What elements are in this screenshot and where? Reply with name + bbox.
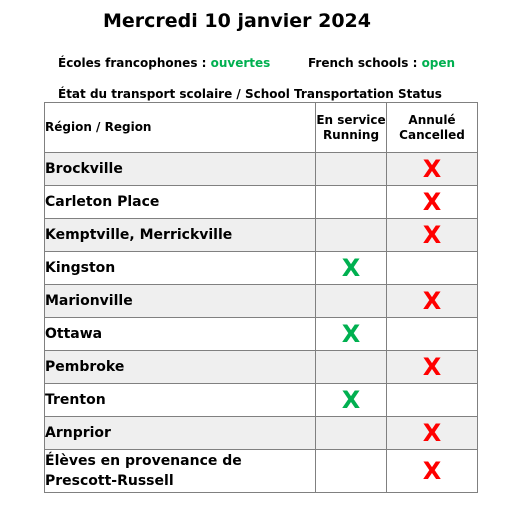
cancelled-mark-icon: X xyxy=(422,221,442,249)
table-body xyxy=(45,153,478,493)
table-row-carleton-place xyxy=(45,186,478,219)
running-cell xyxy=(316,417,387,450)
running-cell xyxy=(316,186,387,219)
column-header-running-en: Running xyxy=(322,127,380,142)
cancelled-cell xyxy=(387,384,478,417)
school-status-en-value: open xyxy=(421,56,456,70)
running-mark-icon: X xyxy=(341,254,361,282)
column-header-cancelled xyxy=(387,103,478,153)
cancelled-cell xyxy=(387,351,478,384)
cancelled-cell xyxy=(387,417,478,450)
table-row-arnprior xyxy=(45,417,478,450)
cancelled-cell xyxy=(387,285,478,318)
running-cell xyxy=(316,252,387,285)
cancelled-cell xyxy=(387,252,478,285)
running-cell xyxy=(316,153,387,186)
column-header-cancelled-fr: Annulé xyxy=(408,112,456,127)
region-cell xyxy=(45,285,316,318)
cancelled-cell xyxy=(387,186,478,219)
region-cell xyxy=(45,219,316,252)
region-name: Kingston xyxy=(45,260,116,276)
running-cell xyxy=(316,219,387,252)
table-row-eleves-en-provenance-de-prescott-russell xyxy=(45,450,478,493)
cancelled-cell xyxy=(387,153,478,186)
column-header-running-fr: En service xyxy=(316,112,386,127)
running-cell xyxy=(316,318,387,351)
running-cell xyxy=(316,285,387,318)
school-status-fr xyxy=(58,56,270,70)
cancelled-mark-icon: X xyxy=(422,287,442,315)
table-header-row xyxy=(45,103,478,153)
region-cell xyxy=(45,318,316,351)
region-cell xyxy=(45,252,316,285)
school-status-en xyxy=(308,56,455,70)
running-cell xyxy=(316,450,387,493)
region-name-line1: Élèves en provenance de xyxy=(45,453,242,469)
column-header-region xyxy=(45,103,316,153)
region-name: Ottawa xyxy=(45,326,103,342)
table-row-brockville xyxy=(45,153,478,186)
region-name: Arnprior xyxy=(45,425,111,441)
region-cell xyxy=(45,186,316,219)
cancelled-mark-icon: X xyxy=(422,419,442,447)
cancelled-mark-icon: X xyxy=(422,155,442,183)
cancelled-cell xyxy=(387,219,478,252)
school-status-fr-value: ouvertes xyxy=(210,56,271,70)
table-row-kemptville-merrickville xyxy=(45,219,478,252)
running-cell xyxy=(316,351,387,384)
region-name-line2: Prescott-Russell xyxy=(45,473,174,489)
cancelled-cell xyxy=(387,450,478,493)
column-header-cancelled-en: Cancelled xyxy=(399,127,465,142)
region-name: Kemptville, Merrickville xyxy=(45,227,233,243)
table-row-pembroke xyxy=(45,351,478,384)
school-status-en-label: French schools : xyxy=(308,56,422,70)
school-status-fr-label: Écoles francophones : xyxy=(58,56,211,70)
table-row-marionville xyxy=(45,285,478,318)
running-cell xyxy=(316,384,387,417)
region-cell xyxy=(45,417,316,450)
region-cell xyxy=(45,450,316,493)
running-mark-icon: X xyxy=(341,320,361,348)
cancelled-mark-icon: X xyxy=(422,457,442,485)
region-cell xyxy=(45,153,316,186)
column-header-region-label: Région / Region xyxy=(45,120,152,134)
cancelled-mark-icon: X xyxy=(422,353,442,381)
region-name: Marionville xyxy=(45,293,133,309)
column-header-running xyxy=(316,103,387,153)
cancelled-cell xyxy=(387,318,478,351)
table-row-trenton xyxy=(45,384,478,417)
region-cell xyxy=(45,351,316,384)
region-name: Brockville xyxy=(45,161,123,177)
table-row-ottawa xyxy=(45,318,478,351)
page-title: Mercredi 10 janvier 2024 xyxy=(103,10,371,32)
transport-status-subtitle: État du transport scolaire / School Transportation Status xyxy=(58,87,442,101)
region-name: Carleton Place xyxy=(45,194,160,210)
transport-status-table xyxy=(44,102,478,493)
running-mark-icon: X xyxy=(341,386,361,414)
cancelled-mark-icon: X xyxy=(422,188,442,216)
table-row-kingston xyxy=(45,252,478,285)
region-name: Pembroke xyxy=(45,359,125,375)
region-name: Trenton xyxy=(45,392,106,408)
region-cell xyxy=(45,384,316,417)
